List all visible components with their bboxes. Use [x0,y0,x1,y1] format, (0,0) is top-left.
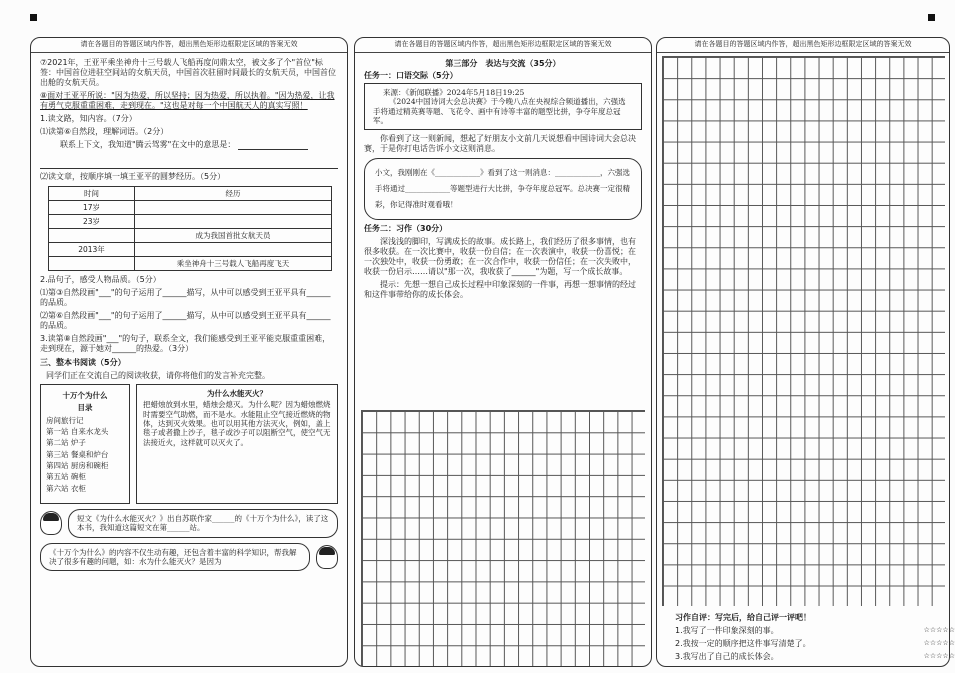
task-1-title: 任务一：口语交际（5分） [364,70,458,80]
question-1-2: ⑵读文章，按顺序填一填王亚平的圆梦经历。（5分） [40,171,226,181]
column-header-experience: 经历 [135,186,332,200]
reading-paragraph-7: ⑦2021年，王亚平乘坐神舟十三号载人飞船再度问鼎太空，被文多了个"首位"标签：中国首位进驻空间站的女航天员，中国首次驻留时间最长的女航天员，中国首位出舱的女航天员。 [40,57,336,87]
table-row [49,214,332,228]
book-excerpt-area [40,384,338,504]
answer-area-notice: 请在各题目的答题区域内作答，超出黑色矩形边框限定区域的答案无效 [355,38,651,53]
essay-prompt: 深浅浅的脚印，写满成长的故事。成长路上，我们经历了很多事情，也有很多收获。在一次比赛中，收获一份自信；在一次表演中，收获一份喜悦；在一次独处中，收获一份勇敢；在一次合作中，收获一份信任；在一次失败中，收获一份启示……请以"那一次，我收获了______"为题，写一个成长故事。 [364,236,636,276]
table-row [49,200,332,214]
answer-line[interactable] [40,153,338,169]
time-cell[interactable] [49,256,135,270]
experience-cell[interactable] [135,242,332,256]
table-header-row [49,186,332,200]
section-3-title: 三、整本书阅读（5分） [40,357,126,367]
question-1-1: ⑴读第⑥自然段，理解词语。（2分） [40,126,169,136]
part-3-title: 第三部分 表达与交流（35分） [445,58,561,68]
excerpt-text: 把蜡烛放到水里，蜡烛会熄灭。为什么呢？因为蜡烛燃烧时需要空气助燃，而不是水。水能阻止空气接近燃烧的物体，达到灭火效果。也可以用其他方法灭火，例如，盖上毯子或者撒上沙子，毯子或沙子可以阻断空气，使空气无法接近火，这样就可以灭火了。 [143,400,331,447]
evaluation-criterion: 3.我写出了自己的成长体会。 [675,652,779,661]
self-evaluation-item [675,639,955,649]
question-2-2: ⑵第⑥自然段画"___"的句子运用了______描写，从中可以感受到王亚平具有______的品质。 [40,310,331,330]
toc-item: 第六站 衣柜 [46,483,86,493]
table-row [49,228,332,242]
table-row [49,256,332,270]
time-cell[interactable] [49,228,135,242]
experience-cell[interactable] [135,200,332,214]
experience-cell: 乘坐神舟十三号载人飞船再度飞天 [135,256,332,270]
student-speech-bubble-1: 短文《为什么水能灭火？》出自苏联作家______的《十万个为什么》，读了这本书，我知道这篇短文在第______站。 [68,509,338,538]
toc-item: 第五站 碗柜 [46,472,86,482]
toc-item: 第一站 自来水龙头 [46,426,109,436]
table-row [49,242,332,256]
experience-cell: 成为我国首批女航天员 [135,228,332,242]
toc-item: 房间旅行记 [46,415,84,425]
experience-cell[interactable] [135,214,332,228]
news-box [364,83,642,131]
answer-column-3 [656,37,955,667]
question-3: 3.读第⑧自然段画"___"的句子，联系全文，我们能感受到王亚平能克服重重困难，走到现在，源于她对______的热爱。（3分） [40,333,331,353]
time-cell: 23岁 [49,214,135,228]
student-avatar-icon [316,545,338,569]
answer-blank[interactable] [238,141,308,150]
message-text: 小文，我刚刚在《____________》看到了这一则消息：____________，六强选手将通过____________等题型进行大比拼，争夺年度总冠军。总决赛一定很精彩，你记得准时观看哦！ [375,168,630,209]
registration-mark-left [30,14,37,21]
essay-writing-grid-continued[interactable] [662,56,945,606]
student-avatar-icon [40,511,62,535]
question-1-1-text: 联系上下文，我知道"腾云驾雾"在文中的意思是： [60,139,236,149]
toc-item: 第二站 炉子 [46,438,86,448]
answer-area-notice: 请在各题目的答题区域内作答，超出黑色矩形边框限定区域的答案无效 [657,38,949,53]
star-rating[interactable]: ☆☆☆☆☆ [923,639,955,647]
self-evaluation-item [675,652,955,662]
news-text: 《2024中国诗词大会总决赛》于今晚八点在央视综合频道播出，六强选手将通过精英赛等题、飞花令、画中有诗等丰富的题型比拼，争夺年度总冠军。 [373,97,626,125]
answer-column-1 [30,37,348,667]
news-source: 来源：《新闻联播》2024年5月18日19:25 [383,87,525,97]
excerpt-title: 为什么水能灭火？ [207,388,267,398]
section-3-description: 同学们正在交流自己的阅读收获，请你将他们的发言补充完整。 [46,370,270,380]
book-excerpt [136,384,338,504]
answer-area-notice: 请在各题目的答题区域内作答，超出黑色矩形边框限定区域的答案无效 [31,38,347,53]
book-title: 十万个为什么 [62,390,108,400]
self-evaluation-title: 习作自评：写完后，给自己评一评吧！ [675,613,811,622]
question-2-1: ⑴第③自然段画"___"的句子运用了______描写，从中可以感受到王亚平具有______的品质。 [40,287,331,307]
star-rating[interactable]: ☆☆☆☆☆ [923,652,955,660]
column-header-time: 时间 [49,186,135,200]
registration-mark-right [928,14,935,21]
star-rating[interactable]: ☆☆☆☆☆ [923,626,955,634]
toc-heading: 目录 [77,403,93,413]
student-speech-bubble-2: 《十万个为什么》的内容不仅生动有趣，还包含着丰富的科学知识，帮我解决了很多有趣的问题，如：水为什么能灭火？是因为 [40,543,310,572]
book-table-of-contents [40,384,130,504]
answer-column-2 [354,37,652,667]
question-1-title: 1.读文路，知内容。（7分） [40,113,137,123]
toc-item: 第四站 厨房和碗柜 [46,461,109,470]
evaluation-criterion: 1.我写了一件印象深刻的事。 [675,626,779,635]
self-evaluation [675,613,955,665]
task-1-prompt: 你看到了这一则新闻，想起了好朋友小文前几天说想看中国诗词大会总决赛，于是你打电话告诉小文这则消息。 [364,134,636,154]
question-2-title: 2.品句子，感受人物品质。（5分） [40,274,161,284]
timeline-table [48,186,332,271]
time-cell: 17岁 [49,200,135,214]
reading-paragraph-8: ⑧面对王亚平所说："因为热爱，所以坚持；因为热爱，所以执着。"因为热爱，让我有勇气克服重重困难，走到现在。"这也是对每一个中国航天人的真实写照！ [40,90,335,110]
time-cell: 2013年 [49,242,135,256]
phone-message-template [364,158,642,219]
self-evaluation-item [675,626,955,636]
evaluation-criterion: 2.我按一定的顺序把这件事写清楚了。 [675,639,811,648]
essay-writing-grid[interactable] [361,410,645,666]
task-2-title: 任务二：习作（30分） [364,223,448,233]
essay-tip: 提示：先想一想自己成长过程中印象深刻的一件事，再想一想事情的经过和这件事带给你的成长体会。 [364,279,636,299]
toc-item: 第三站 餐桌和炉台 [46,449,109,459]
